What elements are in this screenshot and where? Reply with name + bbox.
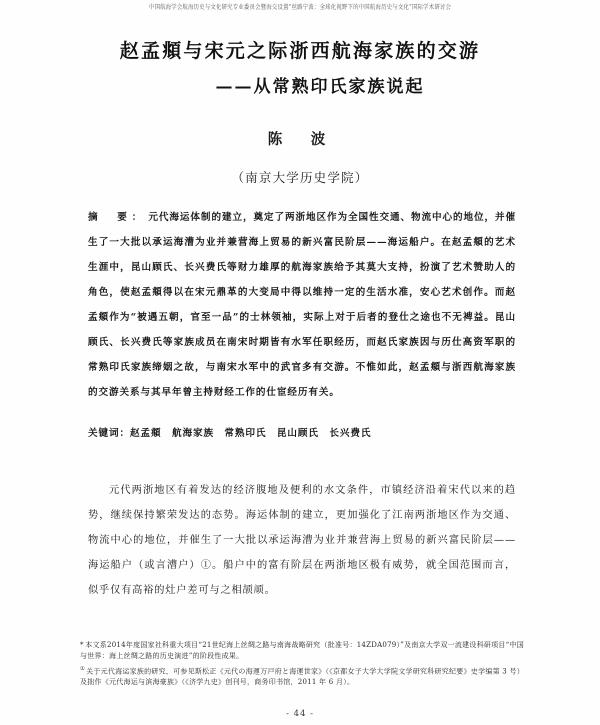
abstract-text: 元代海运体制的建立，奠定了两浙地区作为全国性交通、物流中心的地位，并催生了一大批以承运海漕为业并兼营海上贸易的新兴富民阶层——海运船户。在赵孟頫的艺术生涯中，昆山顾氏、长兴费氏等财力雄厚的航海家族给予其莫大支持，扮演了艺术赞助人的角色，使赵孟頫得以在宋元鼎革的大变局中得以维持一定的生活水准，安心艺术创作。而赵孟頫作为“被遇五朝，官至一品”的士林领袖，实际上对于后者的登仕之途也不无裨益。昆山顾氏、长兴费氏等家族成员在南宋时期皆有水军任职经历，而赵氏家族因与历仕高资军职的常熟印氏家族缔姻之故，与南宋水军中的武官多有交游。不惟如此，赵孟頫与浙西航海家族的交游关系与其早年曾主持财经工作的仕宦经历有关。	[88, 212, 517, 398]
footnote-item	[80, 640, 524, 661]
footnote-block	[80, 640, 524, 687]
footnote-text: 本文系2014年度国家社科重大项目“21世纪海上丝绸之路与南海战略研究（批准号：14ZDA079）”及南京大学双一流建设科研项目“中国与世界：海上丝绸之路的历史演进”的阶段性成果。	[80, 641, 524, 660]
author-block	[0, 128, 600, 190]
abstract-paragraph	[88, 205, 516, 405]
abstract-block	[88, 205, 516, 446]
footnote-marker: ①	[80, 666, 86, 672]
keywords-label: 关键词：	[88, 428, 130, 439]
footnote-item	[80, 664, 524, 687]
abstract-label: 摘 要：	[88, 212, 147, 223]
footnote-marker: *	[80, 641, 84, 649]
page-subtitle: ——从常熟印氏家族说起	[215, 77, 425, 97]
title-block	[0, 36, 600, 102]
page-number: - 44 -	[286, 709, 314, 719]
keywords-text: 赵孟頫 航海家族 常熟印氏 昆山顾氏 长兴费氏	[129, 428, 372, 439]
keywords-line	[88, 405, 516, 446]
running-head: 中国航海学会航海历史与文化研究专业委员会暨海交设置“丝路宁波：全球化视野下的中国航海历史与文化”国际学术研讨会	[148, 4, 452, 12]
body-block	[88, 478, 516, 603]
author-affiliation: （南京大学历史学院）	[231, 170, 369, 185]
author-name: 陈 波	[267, 131, 333, 148]
footnote-text: 关于元代海运家族的研究，可参见斯松正《元代の海運万戸府と海運世家》（《京都女子大学大学院文学研究科研究纪要》史学编第 3 号）及拙作《元代海运与滨海豪族》（《济学九史》创刊号，商务印书馆，2011 年 6 月）。	[80, 667, 524, 686]
page-title: 赵孟頫与宋元之际浙西航海家族的交游	[119, 40, 481, 62]
body-paragraph: 元代两浙地区有着发达的经济腹地及便利的水文条件，市镇经济沿着宋代以来的趋势，继续保持繁荣发达的态势。海运体制的建立，更加强化了江南两浙地区作为交通、物流中心的地位，并催生了一大批以承运海漕为业并兼营海上贸易的新兴富民阶层——海运船户（或言漕户）①。船户中的富有阶层在两浙地区极有威势，就全国范围而言，似乎仅有高裕的灶户差可与之相颉颃。	[88, 485, 516, 596]
